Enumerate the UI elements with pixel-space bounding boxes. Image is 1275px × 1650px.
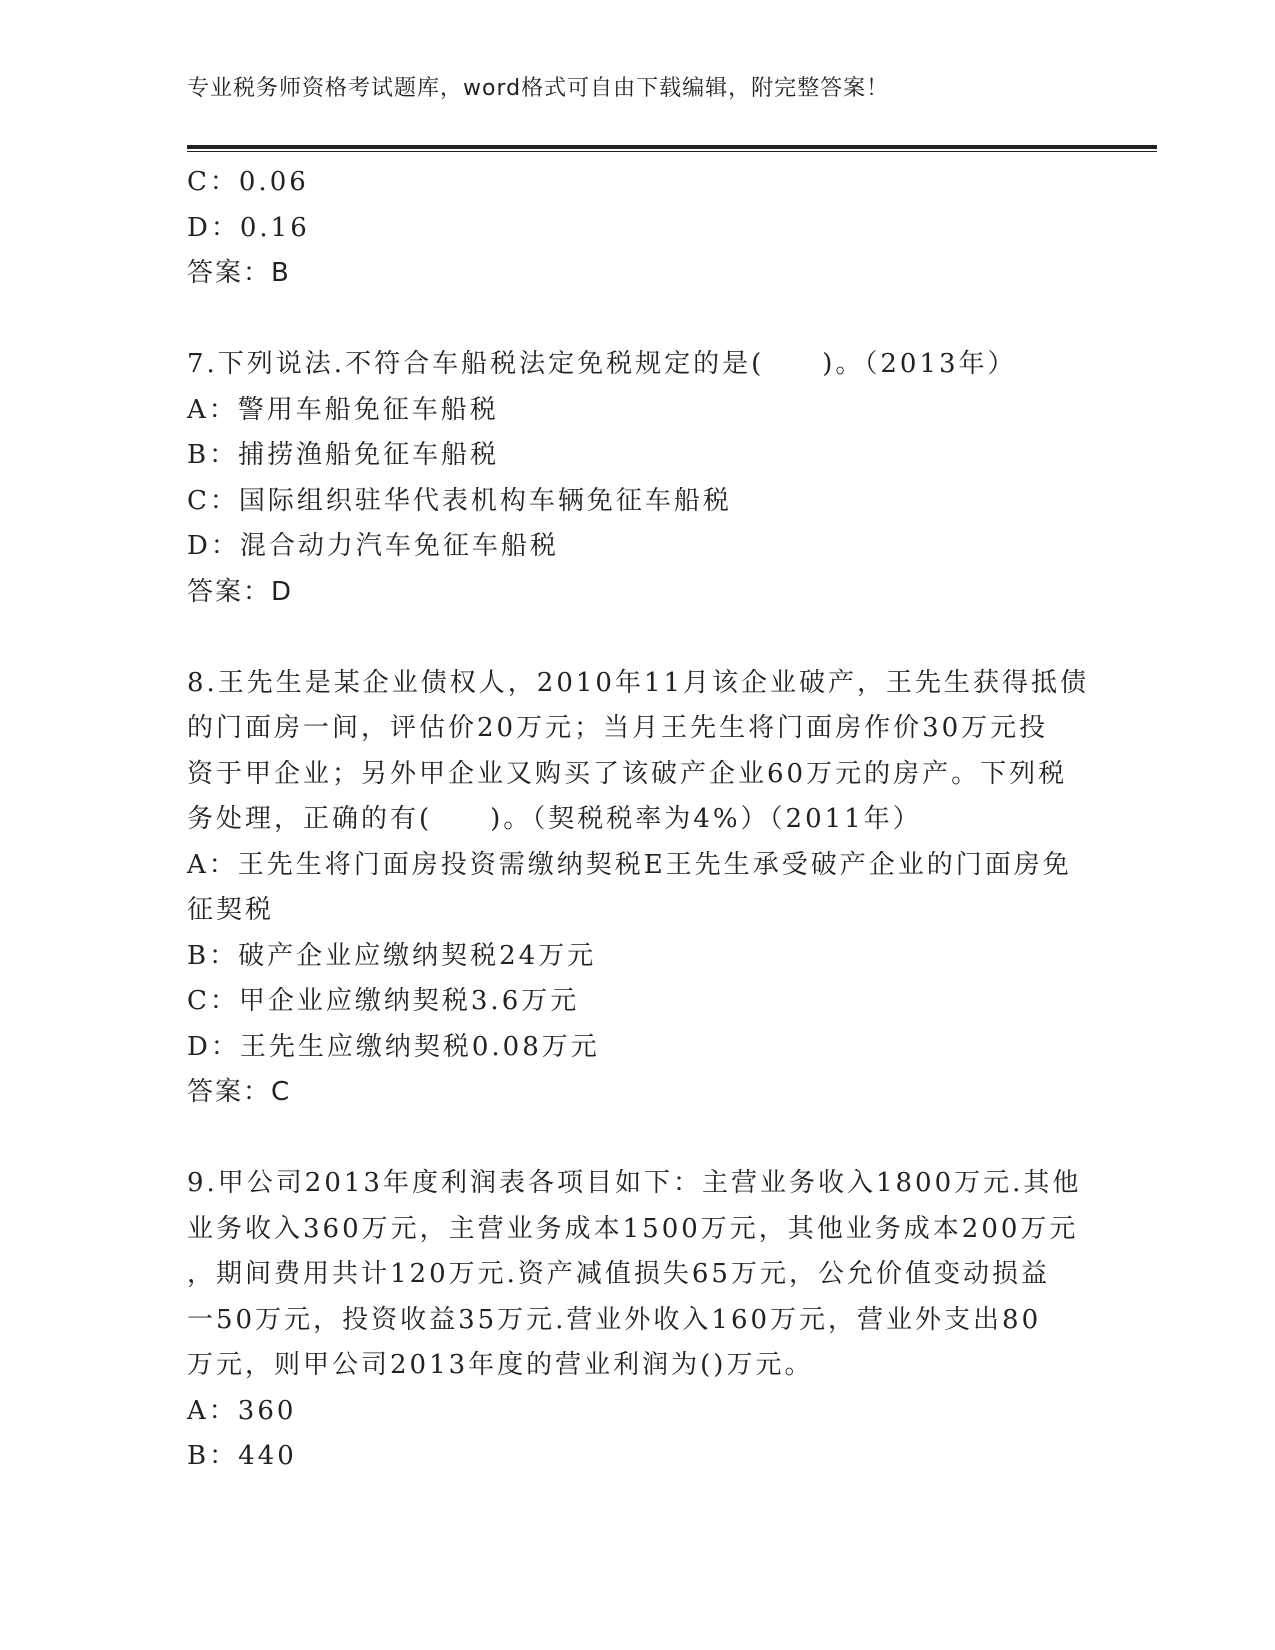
answer-line: 答案：D: [187, 576, 294, 607]
option-d: D：混合动力汽车免征车船税: [187, 531, 559, 561]
question-content: [187, 160, 1092, 1480]
answer-line: 答案：C: [187, 1077, 292, 1107]
question-9: [187, 1161, 1092, 1480]
option-c: C：甲企业应缴纳契税3.6万元: [187, 986, 580, 1016]
header-rule-thick: [187, 145, 1157, 149]
option-c: C：0.06: [187, 167, 309, 197]
header-rule-thin: [187, 151, 1157, 152]
option-b: B：440: [187, 1441, 297, 1471]
question-text-line: 9.甲公司2013年度利润表各项目如下：主营业务收入1800万元.其他: [187, 1168, 1082, 1198]
question-text-line: 万元，则甲公司2013年度的营业利润为()万元。: [187, 1350, 814, 1380]
question-8: [187, 661, 1092, 1116]
option-b: B：捕捞渔船免征车船税: [187, 440, 500, 470]
question-7: [187, 342, 1092, 615]
question-text: 7.下列说法.不符合车船税法定免税规定的是( )。（2013年）: [187, 349, 1017, 379]
question-text-line: ，期间费用共计120万元.资产减值损失65万元，公允价值变动损益: [187, 1259, 1050, 1289]
prev-question: [187, 160, 1092, 297]
option-a: A：王先生将门面房投资需缴纳契税E王先生承受破产企业的门面房免: [187, 849, 1072, 880]
option-c: C：国际组织驻华代表机构车辆免征车船税: [187, 485, 732, 516]
spacer: [187, 297, 1092, 343]
option-a: A：360: [187, 1395, 297, 1426]
page-header: 专业税务师资格考试题库，word格式可自由下载编辑，附完整答案！: [187, 76, 890, 101]
question-text-line: 8.王先生是某企业债权人，2010年11月该企业破产，王先生获得抵债: [187, 667, 1090, 698]
option-a: A：警用车船免征车船税: [187, 394, 499, 425]
spacer: [187, 615, 1092, 661]
question-text-line: 务处理，正确的有( )。（契税税率为4%）（2011年）: [187, 804, 922, 834]
option-d: D：王先生应缴纳契税0.08万元: [187, 1031, 600, 1062]
question-text-line: 资于甲企业；另外甲企业又购买了该破产企业60万元的房产。下列税: [187, 758, 1068, 789]
option-d: D：0.16: [187, 212, 310, 243]
option-b: B：破产企业应缴纳契税24万元: [187, 940, 597, 971]
option-a-continued: 征契税: [187, 895, 275, 925]
answer-line: 答案：B: [187, 258, 291, 288]
question-text-line: 一50万元，投资收益35万元.营业外收入160万元，营业外支出80: [187, 1304, 1042, 1335]
question-text-line: 业务收入360万元，主营业务成本1500万元，其他业务成本200万元: [187, 1213, 1079, 1244]
question-text-line: 的门面房一间，评估价20万元；当月王先生将门面房作价30万元投: [187, 713, 1049, 743]
spacer: [187, 1116, 1092, 1162]
